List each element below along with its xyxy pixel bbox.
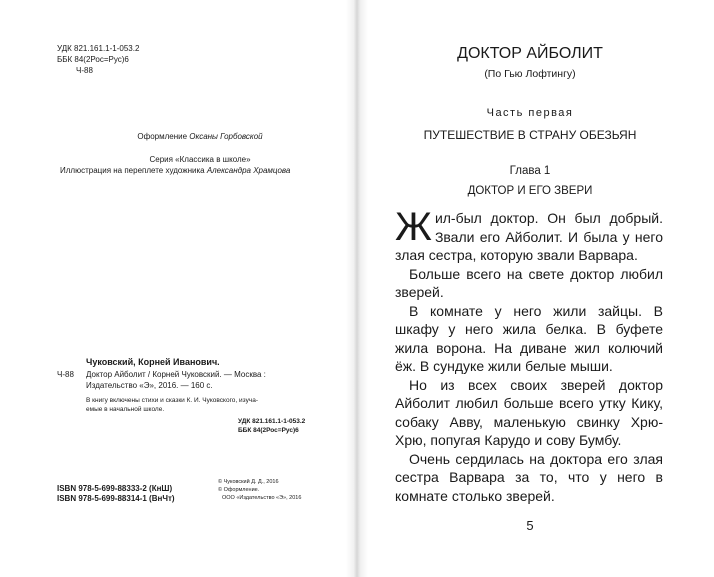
card-bbk: ББК 84(2Рос=Рус)6 bbox=[238, 427, 299, 434]
card-note-1: В книгу включены стихи и сказки К. И. Чуковского, изуча- bbox=[86, 397, 258, 404]
card-note-2: емые в начальной школе. bbox=[86, 406, 165, 413]
design-name: Оксаны Горбовской bbox=[189, 132, 263, 141]
paragraph-1-text: ил-был доктор. Он был добрый. Звали его Айболит. И была у него злая сестра, которую звали Варвара. bbox=[395, 210, 663, 263]
author-name: Чуковский, Корней Иванович. bbox=[86, 357, 220, 367]
isbn-1: ISBN 978-5-699-88333-2 (КнШ) bbox=[57, 484, 173, 493]
illustration-name: Александра Храмцова bbox=[206, 166, 291, 175]
design-credit bbox=[100, 132, 300, 142]
card-line-2: Издательство «Э», 2016. — 160 с. bbox=[86, 381, 213, 390]
drop-cap: Ж bbox=[395, 205, 432, 249]
isbn-2: ISBN 978-5-699-88314-1 (ВнЧт) bbox=[57, 494, 175, 503]
copyright-1: © Чуковский Д. Д., 2016 bbox=[218, 479, 279, 485]
paragraph-1 bbox=[395, 205, 663, 265]
book-title: ДОКТОР АЙБОЛИТ bbox=[457, 45, 603, 62]
part-title: ПУТЕШЕСТВИЕ В СТРАНУ ОБЕЗЬЯН bbox=[423, 128, 637, 142]
part-label: Часть первая bbox=[486, 107, 574, 119]
card-code: Ч-88 bbox=[57, 370, 74, 379]
copyright-3: ООО «Издательство «Э», 2016 bbox=[222, 495, 302, 501]
page-number: 5 bbox=[526, 518, 534, 533]
paragraph-5: Очень сердилась на доктора его злая сестра Варвара за то, что у него в комнате столько зверей. bbox=[395, 450, 663, 504]
book-subtitle: (По Гью Лофтингу) bbox=[484, 68, 576, 80]
bbk-code: ББК 84(2Рос=Рус)6 bbox=[57, 55, 129, 64]
udk-code: УДК 821.161.1-1-053.2 bbox=[57, 44, 140, 53]
card-udk: УДК 821.161.1-1-053.2 bbox=[238, 418, 306, 425]
chapter-title: ДОКТОР И ЕГО ЗВЕРИ bbox=[467, 185, 593, 197]
illustration-credit bbox=[60, 166, 340, 176]
illustration-prefix: Иллюстрация на переплете художника bbox=[60, 166, 207, 175]
paragraph-4: Но из всех своих зверей доктор Айболит любил больше всего утку Кику, собаку Авву, маленькую свинку Хрю-Хрю, попугая Карудо и сову Бумбу. bbox=[395, 376, 663, 448]
book-gutter bbox=[346, 0, 368, 577]
card-line-1: Доктор Айболит / Корней Чуковский. — Москва : bbox=[86, 370, 266, 379]
chapter-body bbox=[395, 205, 663, 505]
series-line: Серия «Классика в школе» bbox=[149, 155, 251, 164]
author-code: Ч-88 bbox=[76, 66, 93, 75]
chapter-label: Глава 1 bbox=[509, 165, 551, 177]
copyright-2: © Оформление. bbox=[218, 487, 260, 493]
paragraph-3: В комнате у него жили зайцы. В шкафу у него жила белка. В буфете жила ворона. На диване жил колючий ёж. В сундуке жили белые мыши. bbox=[395, 302, 663, 374]
design-prefix: Оформление bbox=[137, 132, 190, 141]
paragraph-2: Больше всего на свете доктор любил зверей. bbox=[395, 265, 663, 300]
